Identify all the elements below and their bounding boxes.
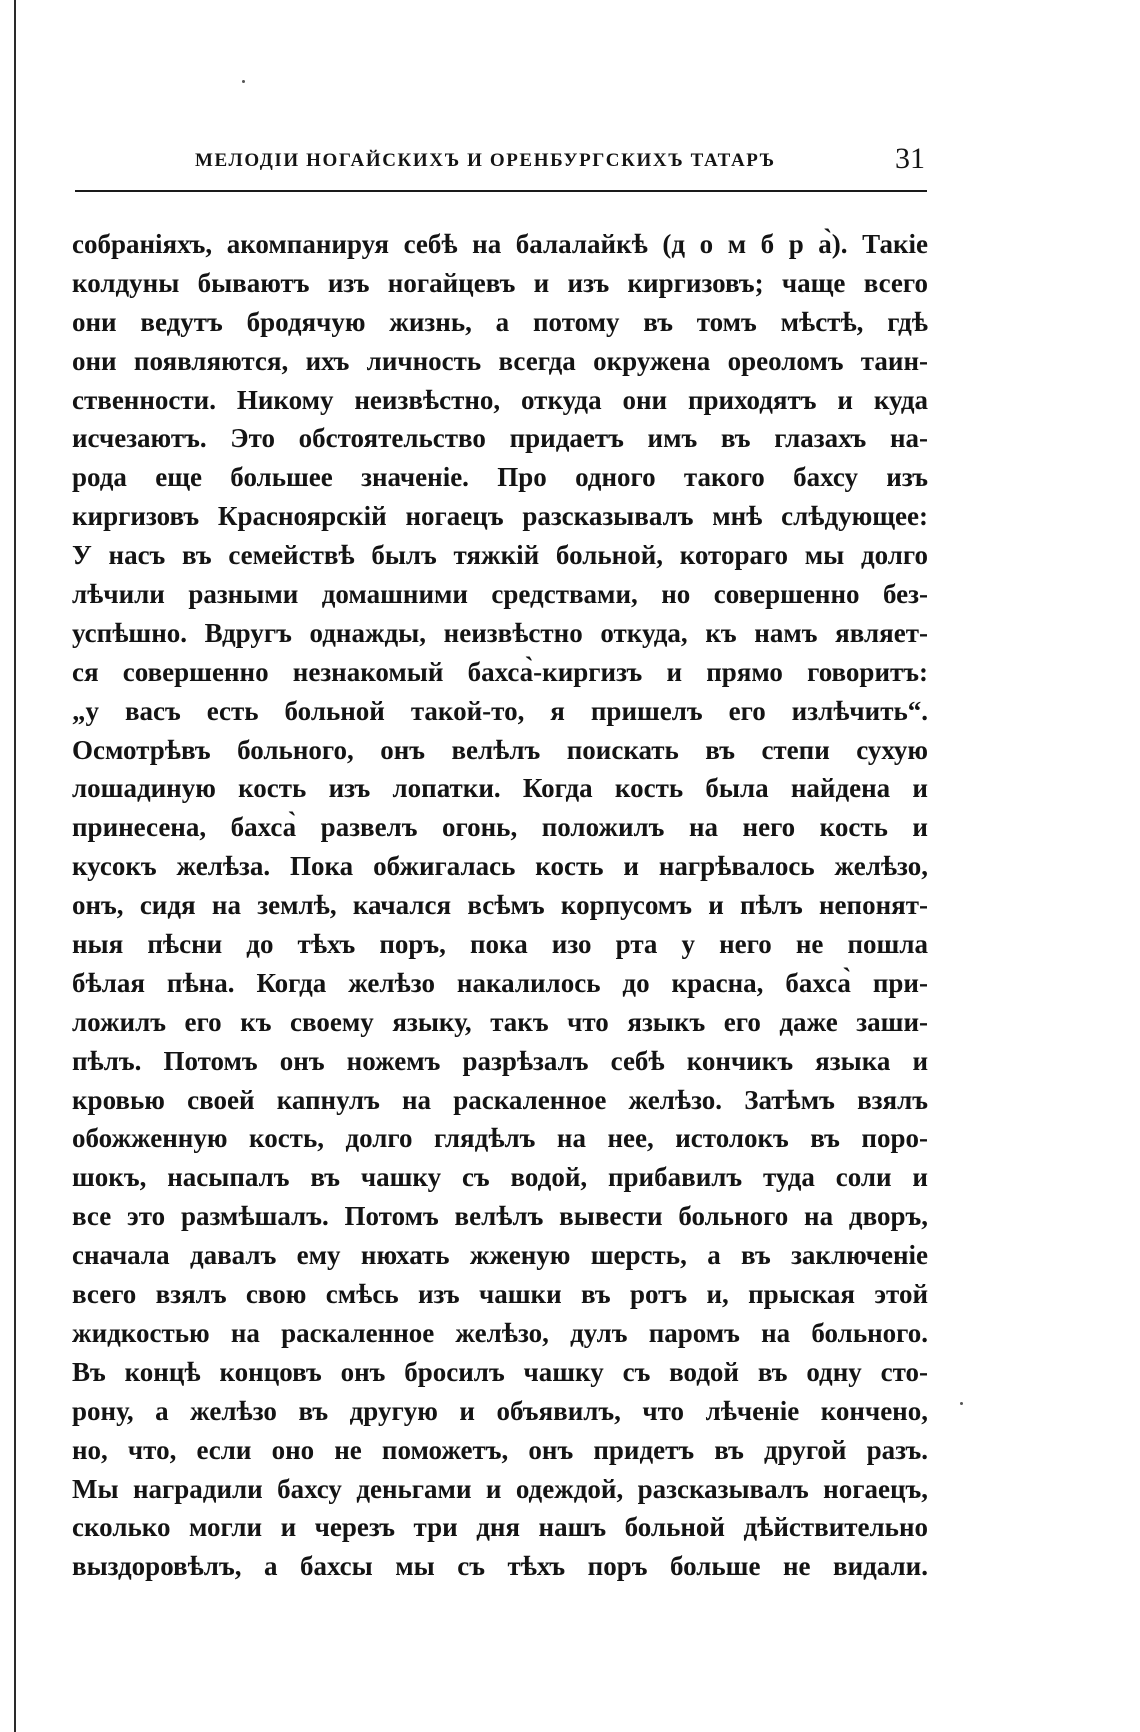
text-line: исчезаютъ. Это обстоятельство придаетъ имъ въ глазахъ на-: [72, 423, 928, 454]
text-line: киргизовъ Красноярскій ногаецъ разсказывалъ мнѣ слѣдующее:: [72, 501, 928, 532]
text-line: Мы наградили бахсу деньгами и одеждой, разсказывалъ ногаецъ,: [72, 1473, 928, 1504]
text-line: лошадиную кость изъ лопатки. Когда кость была найдена и: [72, 773, 928, 804]
text-line: „у васъ есть больной такой-то, я пришелъ его излѣчить“.: [72, 695, 928, 726]
page-binding-edge: [14, 0, 16, 1732]
text-line: они появляются, ихъ личность всегда окружена ореоломъ таин-: [72, 345, 928, 376]
page-number: 31: [895, 142, 925, 175]
text-line: собраніяхъ, акомпанируя себѣ на балалайкѣ (д о м б р а̀). Такіе: [72, 229, 928, 259]
ink-speck: [242, 80, 245, 83]
ink-speck: [960, 1402, 963, 1405]
text-line: принесена, бахса̀ развелъ огонь, положилъ на него кость и: [72, 812, 928, 843]
body-text: [72, 225, 928, 1586]
text-line: рону, а желѣзо въ другую и объявилъ, что лѣченіе кончено,: [72, 1395, 928, 1426]
text-line: сначала давалъ ему нюхать жженую шерсть, а въ заключеніе: [72, 1240, 928, 1271]
text-line: рода еще большее значеніе. Про одного такого бахсу изъ: [72, 462, 928, 493]
text-line: обожженную кость, долго глядѣлъ на нее, истолокъ въ поро-: [72, 1123, 928, 1154]
text-line: Осмотрѣвъ больного, онъ велѣлъ поискать въ степи сухую: [72, 734, 928, 765]
running-title: МЕЛОДІИ НОГАЙСКИХЪ И ОРЕНБУРГСКИХЪ ТАТАРЪ: [195, 150, 776, 171]
running-head: [75, 142, 927, 186]
text-line: выздоровѣлъ, а бахсы мы съ тѣхъ поръ больше не видали.: [72, 1551, 928, 1582]
text-line: бѣлая пѣна. Когда желѣзо накалилось до красна, бахса̀ при-: [72, 967, 928, 998]
text-line: шокъ, насыпалъ въ чашку съ водой, прибавилъ туда соли и: [72, 1162, 928, 1193]
text-line: сколько могли и черезъ три дня нашъ больной дѣйствительно: [72, 1512, 928, 1543]
text-line: онъ, сидя на землѣ, качался всѣмъ корпусомъ и пѣлъ непонят-: [72, 890, 928, 921]
text-line: но, что, если оно не поможетъ, онъ придетъ въ другой разъ.: [72, 1434, 928, 1465]
text-line: они ведутъ бродячую жизнь, а потому въ томъ мѣстѣ, гдѣ: [72, 306, 928, 337]
text-line: колдуны бываютъ изъ ногайцевъ и изъ киргизовъ; чаще всего: [72, 267, 928, 298]
text-line: ственности. Никому неизвѣстно, откуда они приходятъ и куда: [72, 384, 928, 415]
text-line: кровью своей капнулъ на раскаленное желѣзо. Затѣмъ взялъ: [72, 1084, 928, 1115]
text-line: кусокъ желѣза. Пока обжигалась кость и нагрѣвалось желѣзо,: [72, 851, 928, 882]
text-line: ложилъ его къ своему языку, такъ что языкъ его даже заши-: [72, 1006, 928, 1037]
text-line: Въ концѣ концовъ онъ бросилъ чашку съ водой въ одну сто-: [72, 1356, 928, 1387]
text-line: ся совершенно незнакомый бахса̀-киргизъ и прямо говоритъ:: [72, 656, 928, 687]
header-rule: [75, 190, 927, 192]
text-line: У насъ въ семействѣ былъ тяжкій больной, котораго мы долго: [72, 540, 928, 571]
text-line: ныя пѣсни до тѣхъ поръ, пока изо рта у него не пошла: [72, 929, 928, 960]
text-line: жидкостью на раскаленное желѣзо, дулъ паромъ на больного.: [72, 1317, 928, 1348]
text-line: всего взялъ свою смѣсь изъ чашки въ ротъ и, прыская этой: [72, 1279, 928, 1310]
text-line: пѣлъ. Потомъ онъ ножемъ разрѣзалъ себѣ кончикъ языка и: [72, 1045, 928, 1076]
text-line: лѣчили разными домашними средствами, но совершенно без-: [72, 579, 928, 610]
text-line: успѣшно. Вдругъ однажды, неизвѣстно откуда, къ намъ являет-: [72, 617, 928, 648]
text-line: все это размѣшалъ. Потомъ велѣлъ вывести больного на дворъ,: [72, 1201, 928, 1232]
